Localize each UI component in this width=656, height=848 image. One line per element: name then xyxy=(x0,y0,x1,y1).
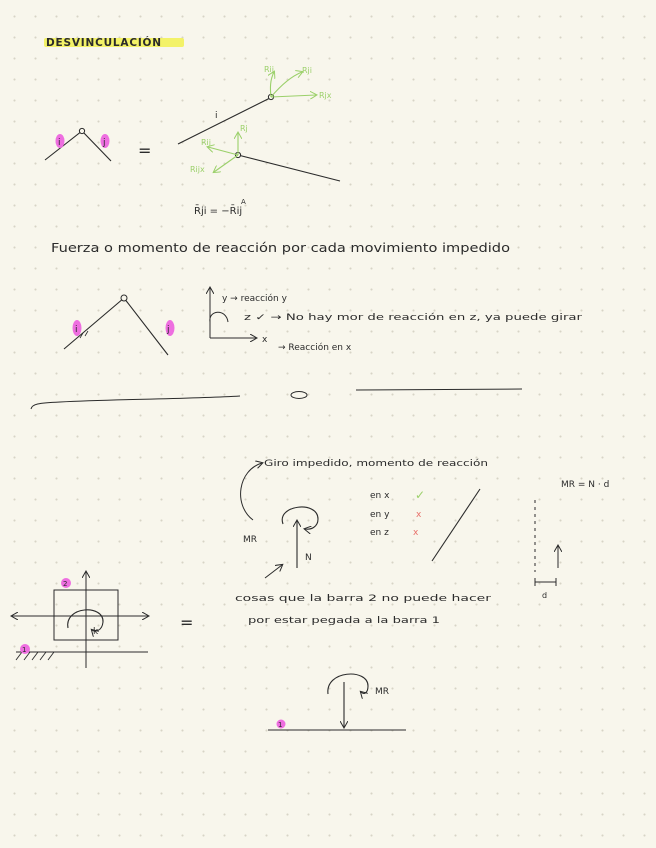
cross-z: x xyxy=(413,528,419,538)
divider-sketch xyxy=(31,389,522,409)
heading-group xyxy=(44,36,184,49)
upper-reaction-rij: Rij xyxy=(264,65,275,74)
cosas-line-2: por estar pegada a la barra 1 xyxy=(248,616,440,626)
upper-reaction-rjx: Rjx xyxy=(319,91,332,100)
equals-sign-2: = xyxy=(180,613,194,632)
upper-bar xyxy=(178,98,270,144)
small-diag-arrow xyxy=(265,565,282,578)
lower-reaction-rij: Rij xyxy=(201,138,212,147)
marker-base-label: 1 xyxy=(278,721,283,729)
inclined-bar xyxy=(432,489,480,561)
reaction-arrow-up xyxy=(270,72,274,97)
upper-reaction-rji: Rji xyxy=(302,66,313,75)
section3-moment-diagram xyxy=(241,458,610,600)
equals-sign: = xyxy=(138,141,152,160)
joined-bars-left xyxy=(45,131,111,161)
lower-reaction-down xyxy=(214,155,238,172)
reaction-arrow-right xyxy=(271,95,316,97)
lower-reaction-rijx: Rijx xyxy=(190,165,205,174)
mr-label-bottom: MR xyxy=(375,687,390,697)
reaction-arrow-diag xyxy=(271,72,302,97)
lower-bar xyxy=(238,155,340,181)
hinge-node xyxy=(79,128,84,133)
bar-label-j-2: j xyxy=(167,325,170,335)
divider-line-left xyxy=(31,396,240,409)
en-z: en z xyxy=(370,528,389,538)
divider-zero xyxy=(291,392,307,399)
divider-line-right xyxy=(356,389,522,390)
note-pointer-curve xyxy=(241,463,262,520)
marker-2-label: 2 xyxy=(63,580,68,588)
upper-bar-label: i xyxy=(215,111,218,121)
equation-rji: R̄ji = −R̄ij xyxy=(194,206,243,217)
marker-1-label: 1 xyxy=(22,646,27,654)
normal-force-label: N xyxy=(305,553,312,563)
mr-label-left: MR xyxy=(243,535,258,545)
y-reaction-text: y → reacción y xyxy=(222,294,287,304)
section4-fixed-joint xyxy=(12,572,491,730)
z-free-text: z ✓ → No hay mor de reacción en z, ya puede girar xyxy=(244,313,474,323)
k-label: k xyxy=(93,627,99,637)
lower-reaction-rj: Rj xyxy=(240,124,248,133)
cross-y: x xyxy=(416,510,422,520)
lower-reaction-left xyxy=(208,147,238,155)
x-axis-label: x xyxy=(262,335,268,345)
bar-label-j: j xyxy=(103,138,106,148)
section2-hinge-diagram xyxy=(64,288,582,355)
section1-joint-diagram xyxy=(45,65,340,217)
x-reaction-text: → Reacción en x xyxy=(278,343,352,353)
en-y: en y xyxy=(370,510,390,520)
moment-arc xyxy=(282,507,318,529)
equation-superscript: A xyxy=(241,198,246,206)
distance-label: d xyxy=(542,591,548,600)
blocked-rotation-note: Giro impedido, momento de reacción xyxy=(264,459,432,469)
bottom-moment-arc xyxy=(328,674,368,694)
bar-label-i: i xyxy=(58,138,61,148)
moment-formula: MR = N · d xyxy=(561,480,610,490)
page-heading: DESVINCULACIÓN xyxy=(46,37,162,49)
hinge-node-2 xyxy=(121,295,127,301)
cosas-line-1: cosas que la barra 2 no puede hacer xyxy=(235,594,492,604)
en-x: en x xyxy=(370,491,390,501)
reaction-statement: Fuerza o momento de reacción por cada movimiento impedido xyxy=(51,241,510,255)
check-x: ✓ xyxy=(415,488,426,502)
bar-label-i-2: i xyxy=(75,325,78,335)
z-rotation-arc xyxy=(210,312,228,322)
